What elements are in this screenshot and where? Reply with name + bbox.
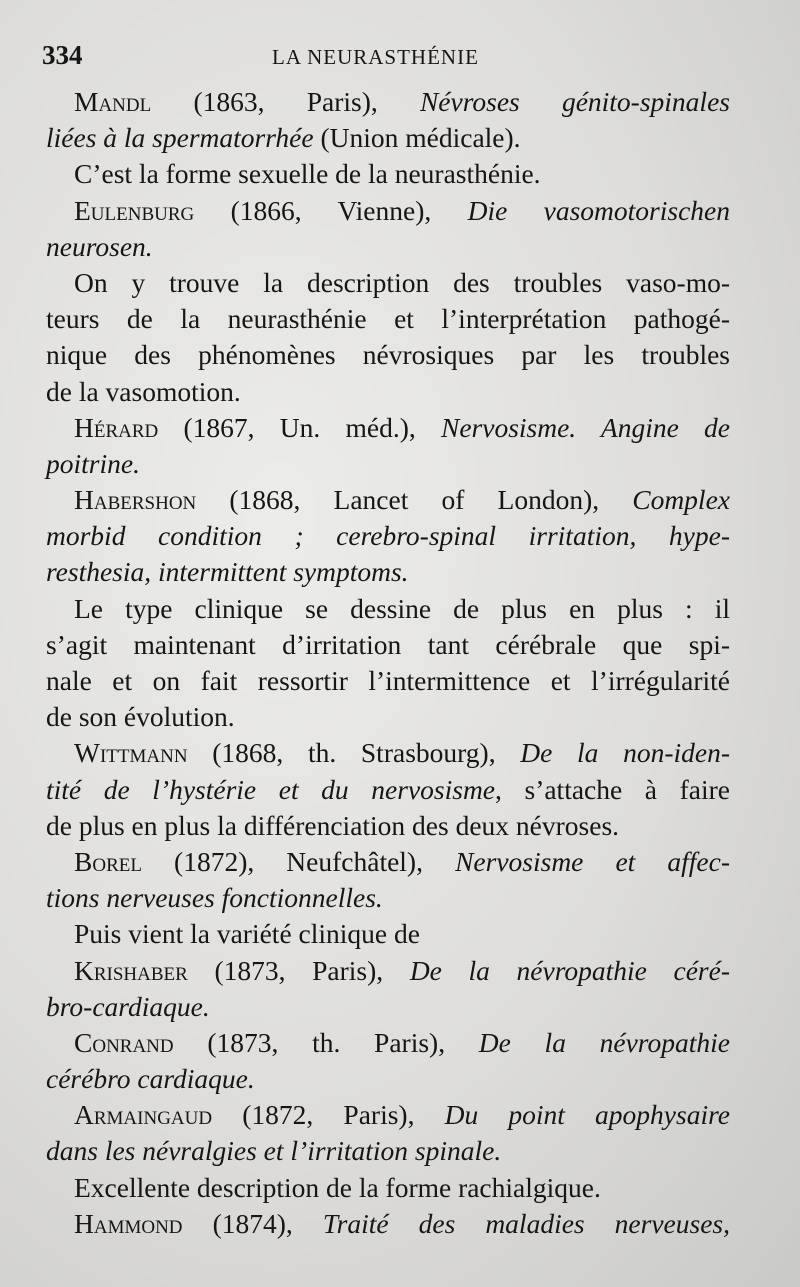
text-line (46, 953, 730, 989)
running-head: LA NEURASTHÉNIE (272, 45, 479, 69)
text-line (46, 880, 730, 916)
work-title: resthesia, intermittent symptoms. (46, 556, 409, 588)
text-fragment: (1863, Paris), (151, 86, 420, 117)
work-title: neurosen. (46, 230, 153, 262)
body-text (46, 84, 730, 1242)
work-title: Die vasomotorischen (467, 194, 730, 226)
work-title: De la non-iden- (520, 737, 730, 769)
text-line (46, 554, 730, 590)
work-title: De la névropathie (478, 1026, 730, 1058)
text-fragment: de la vasomotion. (46, 375, 241, 407)
text-line (46, 84, 730, 120)
work-title: liées à la spermatorrhée (46, 122, 314, 154)
text-line (46, 518, 730, 554)
author-name: Mandl (74, 86, 152, 117)
text-line (46, 120, 730, 156)
text-line (46, 229, 730, 265)
text-fragment: teurs de la neurasthénie et l’interprétation pathogé- (46, 303, 730, 335)
work-title: Nervosisme et affec- (455, 845, 730, 877)
text-line (46, 1025, 730, 1061)
work-title: Du point apophysaire (444, 1099, 730, 1131)
text-fragment: (1874), (182, 1207, 323, 1239)
text-fragment: (1873, Paris), (187, 954, 410, 986)
text-line (46, 1097, 730, 1133)
work-title: Traité des maladies nerveuses, (322, 1207, 730, 1239)
text-line (46, 1133, 730, 1169)
text-line (46, 337, 730, 373)
text-line (46, 844, 730, 880)
text-line (46, 265, 730, 301)
work-title: poitrine. (46, 447, 140, 479)
page-header (42, 40, 742, 76)
text-line (46, 989, 730, 1025)
text-fragment: (1868, Lancet of London), (196, 484, 633, 516)
author-name: Eulenburg (74, 194, 195, 226)
text-fragment: (Union médicale). (313, 122, 521, 154)
author-name: Habershon (74, 484, 197, 516)
text-line (46, 772, 730, 808)
text-line (46, 735, 730, 771)
author-name: Krishaber (74, 954, 188, 986)
author-name: Armaingaud (74, 1099, 213, 1131)
text-fragment: (1873, th. Paris), (173, 1026, 479, 1058)
text-fragment: Excellente description de la forme rachialgique. (74, 1171, 601, 1203)
work-title: De la névropathie céré- (409, 954, 730, 986)
page-number: 334 (42, 40, 83, 70)
work-title: tions nerveuses fonctionnelles. (46, 882, 383, 914)
text-line (46, 916, 730, 952)
author-name: Conrand (74, 1026, 174, 1058)
text-fragment: (1872), Neufchâtel), (141, 845, 456, 877)
work-title: morbid condition ; cerebro-spinal irritation, hype- (46, 520, 730, 552)
author-name: Borel (74, 845, 142, 877)
text-line (46, 446, 730, 482)
text-line (46, 156, 730, 192)
text-line (46, 808, 730, 844)
text-line (46, 482, 730, 518)
text-fragment: (1872, Paris), (212, 1099, 445, 1131)
text-fragment: nique des phénomènes névrosiques par les troubles (46, 339, 730, 371)
text-line (46, 1170, 730, 1206)
text-fragment: On y trouve la description des troubles vaso-mo- (74, 266, 730, 298)
work-title: bro-cardiaque. (46, 990, 210, 1022)
text-line (46, 410, 730, 446)
author-name: Wittmann (74, 737, 188, 769)
text-line (46, 1061, 730, 1097)
text-line (46, 1206, 730, 1242)
text-fragment: de plus en plus la différenciation des deux névroses. (46, 809, 620, 841)
text-fragment: Puis vient la variété clinique de (74, 918, 420, 950)
text-fragment: Le type clinique se dessine de plus en plus : il (74, 592, 730, 624)
text-line (46, 663, 730, 699)
text-fragment: , s’attache à faire (495, 773, 730, 805)
text-fragment: s’agit maintenant d’irritation tant cérébrale que spi- (46, 628, 730, 660)
text-line (46, 193, 730, 229)
author-name: Hammond (74, 1207, 183, 1239)
text-fragment: (1868, th. Strasbourg), (187, 737, 521, 769)
text-line (46, 374, 730, 410)
text-fragment: C’est la forme sexuelle de la neurasthénie. (74, 158, 541, 190)
work-title: dans les névralgies et l’irritation spinale. (46, 1135, 502, 1167)
work-title: cérébro cardiaque. (46, 1063, 255, 1095)
text-fragment: (1866, Vienne), (194, 194, 468, 226)
work-title: Complex (632, 484, 730, 516)
work-title: Nervosisme. Angine de (440, 411, 730, 443)
work-title: Névroses génito-spinales (419, 86, 730, 117)
text-fragment: nale et on fait ressortir l’intermittence et l’irrégularité (46, 665, 730, 696)
text-line (46, 301, 730, 337)
text-line (46, 699, 730, 735)
text-fragment: de son évolution. (46, 701, 235, 733)
text-fragment: (1867, Un. méd.), (158, 411, 441, 443)
text-line (46, 627, 730, 663)
work-title: tité de l’hystérie et du nervosisme (46, 773, 496, 805)
text-line (46, 591, 730, 627)
author-name: Hérard (74, 411, 159, 443)
